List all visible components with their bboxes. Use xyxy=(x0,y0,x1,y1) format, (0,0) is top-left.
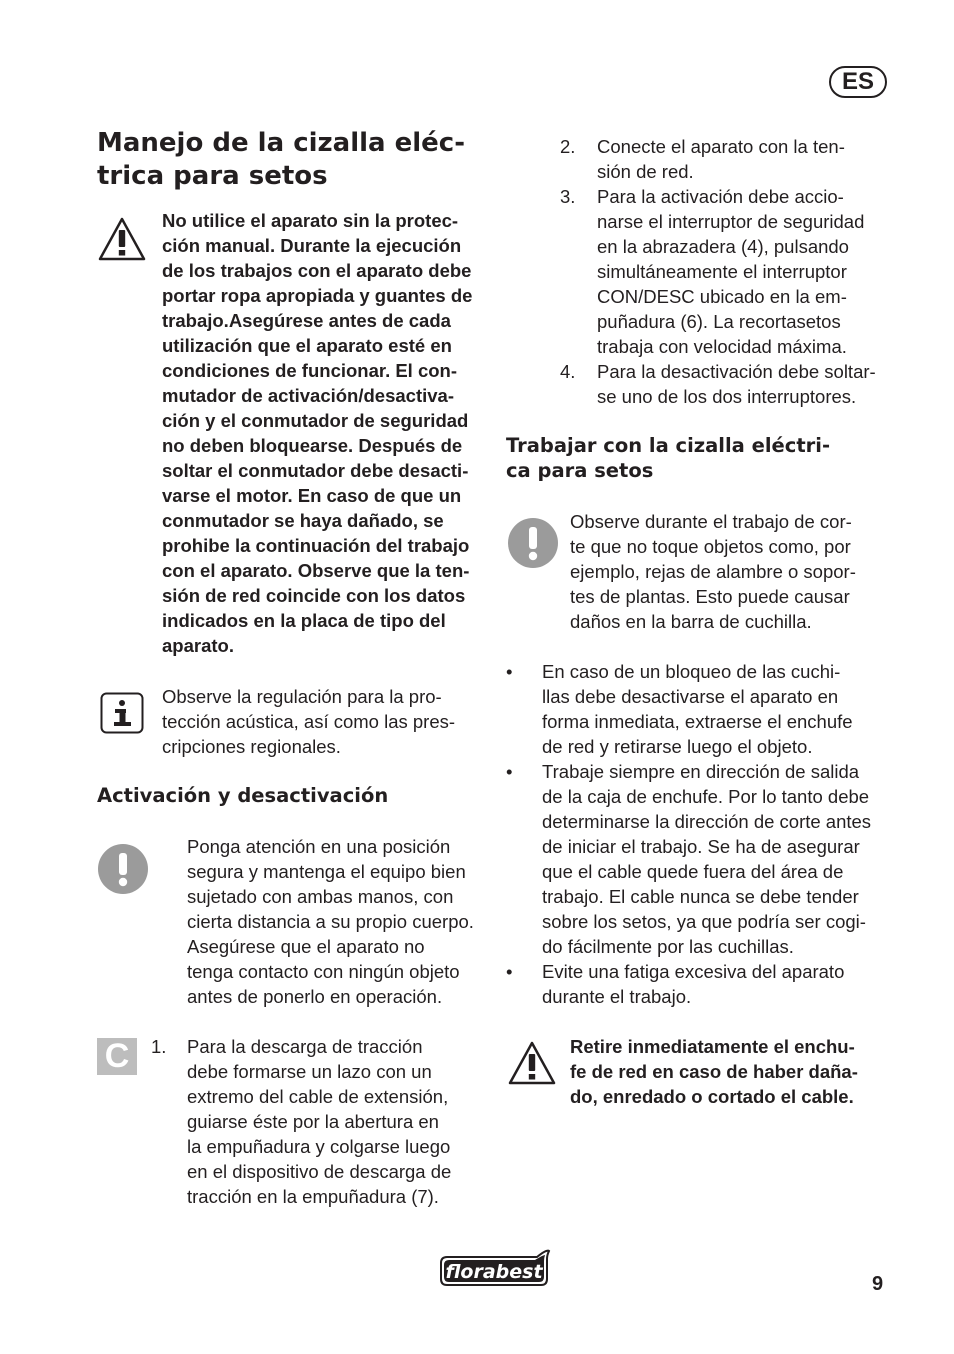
cable-warning-text: Retire inmediatamente el enchu- fe de red en caso de haber daña- do, enredado o cortado el cable. xyxy=(570,1036,858,1107)
safety-warning-text: No utilice el aparato sin la protec- ción manual. Durante la ejecución de los trabajos con el aparato debe portar ropa apropiada y guantes de trabajo.Asegúrese antes de cada utilización que el aparato esté en condiciones de funcionar. El con- mutador de activación/desactiva- ción y el conmutador de seguridad no deben bloquearse. Después de soltar el conmutador debe desacti- varse el motor. En caso de que un conmutador se haya dañado, se prohibe la continuación del trabajo con el aparato. Observe que la ten- sión de red coincide con los datos indicados en la placa de tipo del aparato. xyxy=(162,210,473,656)
attention-text-activation: Ponga atención en una posición segura y mantenga el equipo bien sujetado con ambas manos, con cierta distancia a su propio cuerpo. Asegúrese que el aparato no tenga contacto con ningún objeto antes de ponerlo en operación. xyxy=(187,836,474,1007)
c-step-marker: C xyxy=(97,1038,137,1075)
list-item xyxy=(560,184,900,359)
step-number: 2. xyxy=(560,136,576,157)
page-title: Manejo de la cizalla eléc- trica para setos xyxy=(97,128,465,191)
list-item xyxy=(560,134,900,184)
warning-triangle-icon xyxy=(97,216,147,262)
bullet-mark: • xyxy=(506,661,513,682)
florabest-logo xyxy=(437,1247,553,1294)
step-number: 1. xyxy=(151,1036,167,1057)
exclamation-circle-icon xyxy=(97,843,149,895)
info-text: Observe la regulación para la pro- tección acústica, así como las pres- cripciones regionales. xyxy=(162,686,456,757)
step-text: Para la activación debe accio- narse el interruptor de seguridad en la abrazadera (4), pulsando simultáneamente el interruptor CON/DESC ubicado en la em- puñadura (6). La recortasetos trabaja con velocidad máxima. xyxy=(597,186,865,357)
list-item xyxy=(506,959,906,1009)
bullet-text: Trabaje siempre en dirección de salida de la caja de enchufe. Por lo tanto debe determinarse la dirección de corte antes de iniciar el trabajo. Se ha de asegurar que el cable quede fuera del área de trabajo. El cable nunca se debe tender sobre los setos, ya que podría ser cogi- do fácilmente por las cuchillas. xyxy=(542,761,872,957)
steps-list xyxy=(560,134,900,409)
bullet-text: En caso de un bloqueo de las cuchi- llas debe desactivarse el aparato en forma inmediata, extraerse el enchufe de red y retirarse luego el objeto. xyxy=(542,661,853,757)
step-text: Conecte el aparato con la ten- sión de red. xyxy=(597,136,845,182)
step-text: Para la desactivación debe soltar- se uno de los dos interruptores. xyxy=(597,361,876,407)
attention-text-working: Observe durante el trabajo de cor- te que no toque objetos como, por ejemplo, rejas de alambre o sopor- tes de plantas. Esto puede causar daños en la barra de cuchilla. xyxy=(570,511,856,632)
info-icon xyxy=(100,692,144,734)
section-heading-working: Trabajar con la cizalla eléctri- ca para setos xyxy=(506,434,831,482)
step-number: 3. xyxy=(560,186,576,207)
page-number: 9 xyxy=(872,1273,884,1295)
exclamation-circle-icon xyxy=(507,517,559,569)
bullet-text: Evite una fatiga excesiva del aparato durante el trabajo. xyxy=(542,961,845,1007)
bullet-list xyxy=(506,659,906,1009)
step-number: 4. xyxy=(560,361,576,382)
bullet-mark: • xyxy=(506,961,513,982)
warning-triangle-icon xyxy=(507,1040,557,1086)
language-badge: ES xyxy=(829,66,887,98)
list-item xyxy=(506,759,906,959)
svg-text:florabest: florabest xyxy=(445,1261,543,1283)
bullet-mark: • xyxy=(506,761,513,782)
section-heading-activation: Activación y desactivación xyxy=(97,784,389,807)
list-item xyxy=(506,659,906,759)
step-text: Para la descarga de tracción debe formarse un lazo con un extremo del cable de extensión, guiarse éste por la abertura en la empuñadura y colgarse luego en el dispositivo de descarga de tracción en la empuñadura (7). xyxy=(187,1036,452,1207)
list-item xyxy=(560,359,900,409)
